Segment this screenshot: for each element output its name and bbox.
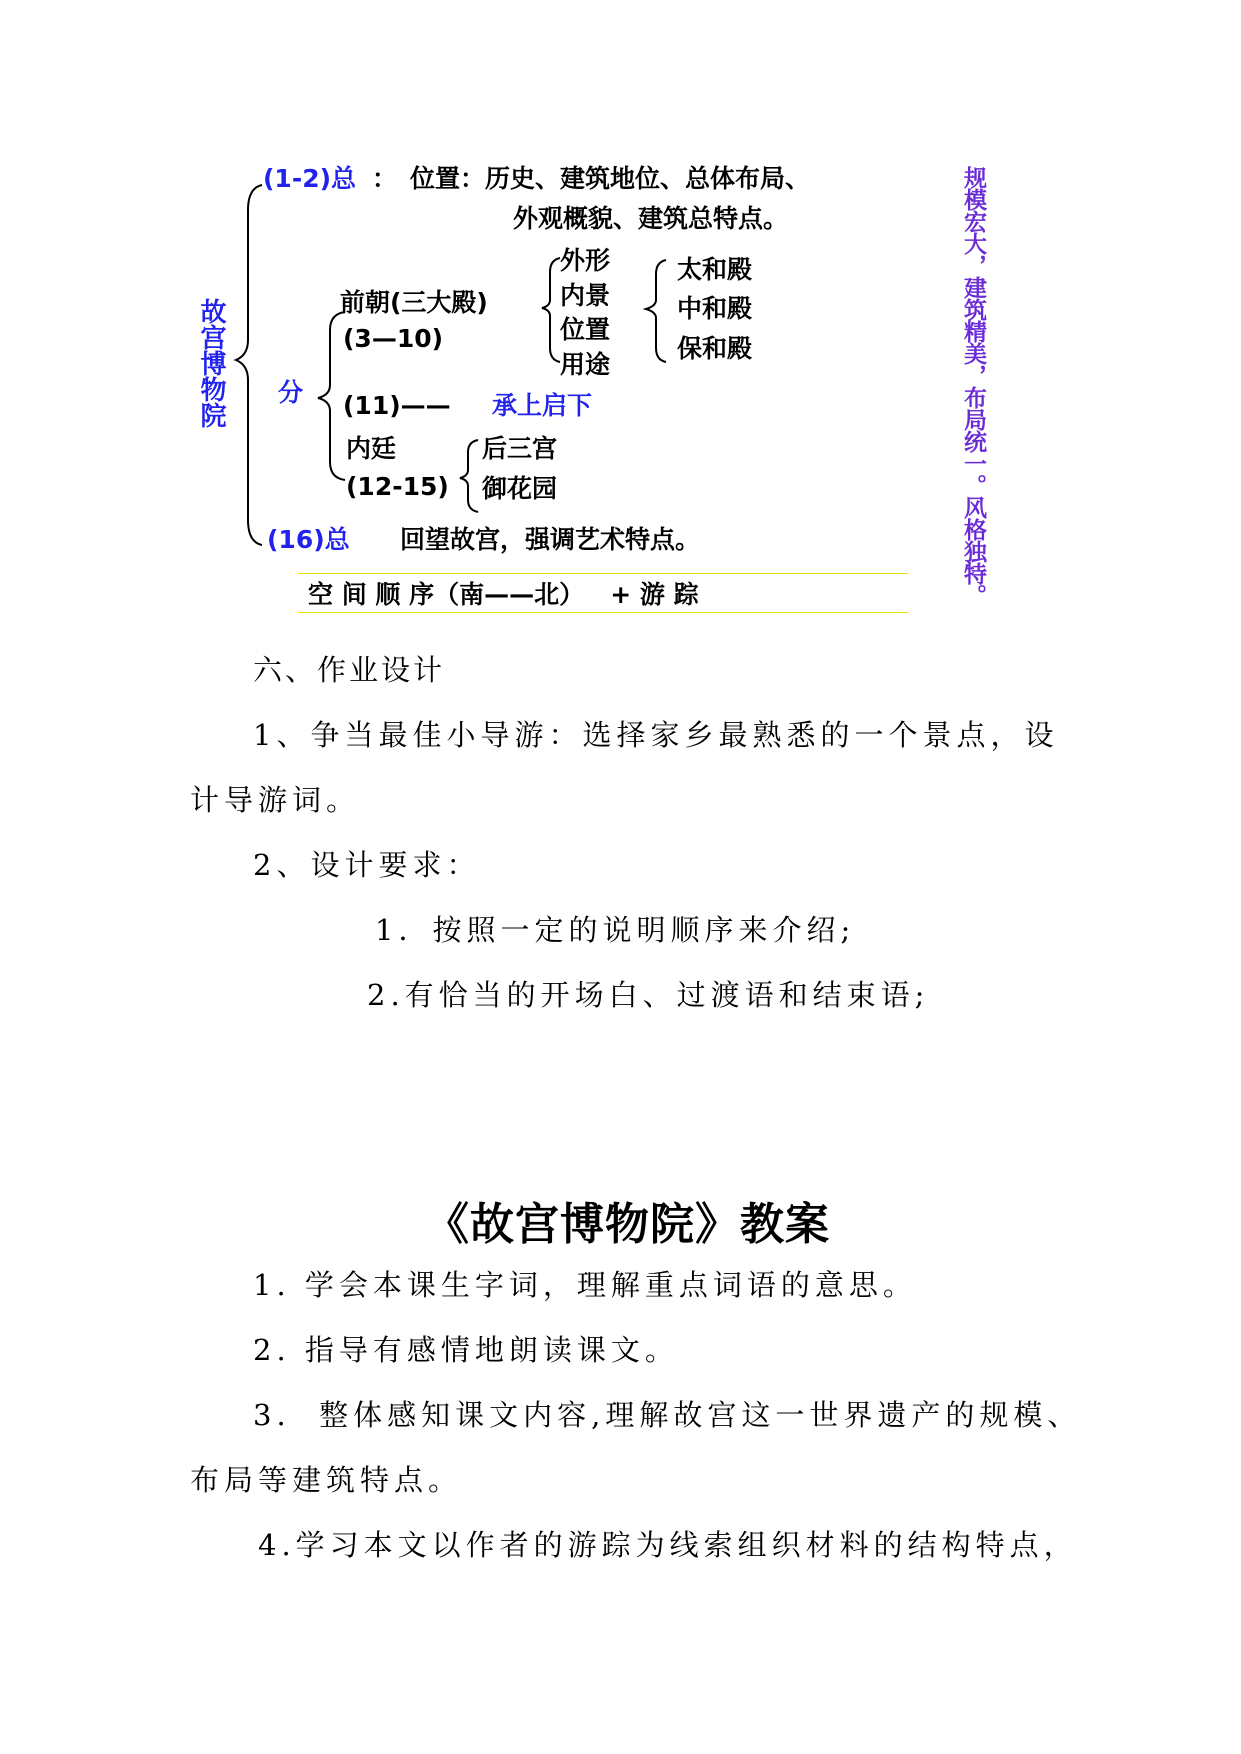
intro-marker: (1-2)总 <box>263 164 357 193</box>
banner-text: 空 间 顺 序（南——北） + 游 踪 <box>308 580 699 609</box>
aspect-item: 用途 <box>560 350 611 379</box>
intro-line2: 外观概貌、建筑总特点。 <box>513 204 789 233</box>
hall-item: 保和殿 <box>677 334 753 363</box>
homework-item1-line1: 1、争当最佳小导游：选择家乡最熟悉的一个景点，设 <box>253 718 1059 752</box>
intro-line1: 位置：历史、建筑地位、总体布局、 <box>410 164 811 193</box>
halls-bracket <box>646 260 666 362</box>
hall-item: 太和殿 <box>677 255 753 284</box>
inner-label: 内廷 <box>346 434 397 463</box>
fen-bracket <box>318 312 345 480</box>
aspect-item: 位置 <box>560 315 611 344</box>
homework-item2: 2、设计要求： <box>253 848 481 882</box>
aspect-item: 外形 <box>560 246 611 275</box>
homework-req2: 2.有恰当的开场白、过渡语和结束语; <box>367 978 930 1012</box>
root-label: 故宫博物院 <box>196 298 226 428</box>
homework-heading: 六、作业设计 <box>253 653 446 687</box>
transition-marker: (11)—— <box>343 391 451 420</box>
side-note: 规模宏大，建筑精美，布局统一。风格独特。 <box>960 166 986 606</box>
transition-text: 承上启下 <box>492 391 593 420</box>
banner-bottom-line <box>298 612 908 613</box>
aspect-item: 内景 <box>560 281 611 310</box>
inner-item: 御花园 <box>482 474 558 503</box>
lesson-goal1: 1. 学会本课生字词，理解重点词语的意思。 <box>253 1268 917 1302</box>
lesson-goal3-line1: 3. 整体感知课文内容,理解故宫这一世界遗产的规模、 <box>253 1398 1082 1432</box>
lesson-goal3-line2: 布局等建筑特点。 <box>190 1463 463 1497</box>
inner-item: 后三宫 <box>482 434 558 463</box>
lesson-goal4: 4.学习本文以作者的游踪为线索组织材料的结构特点， <box>258 1528 1078 1562</box>
inner-bracket <box>460 440 478 512</box>
front-label: 前朝(三大殿) <box>340 288 488 317</box>
fen-label: 分 <box>278 378 304 407</box>
root-bracket <box>236 185 262 545</box>
hall-item: 中和殿 <box>677 294 753 323</box>
banner-top-line <box>298 573 908 574</box>
outro-marker: (16)总 <box>267 525 350 554</box>
intro-colon: ： <box>372 164 398 193</box>
outro-text: 回望故宫，强调艺术特点。 <box>400 525 701 554</box>
lesson-goal2: 2. 指导有感情地朗读课文。 <box>253 1333 679 1367</box>
homework-req1: 1．按照一定的说明顺序来介绍; <box>375 913 856 947</box>
homework-item1-line2: 计导游词。 <box>190 783 361 817</box>
lesson-title: 《故宫博物院》教案 <box>425 1199 830 1250</box>
inner-range: (12-15) <box>346 472 449 501</box>
front-range: (3—10) <box>343 324 444 353</box>
aspects-bracket <box>542 258 560 362</box>
